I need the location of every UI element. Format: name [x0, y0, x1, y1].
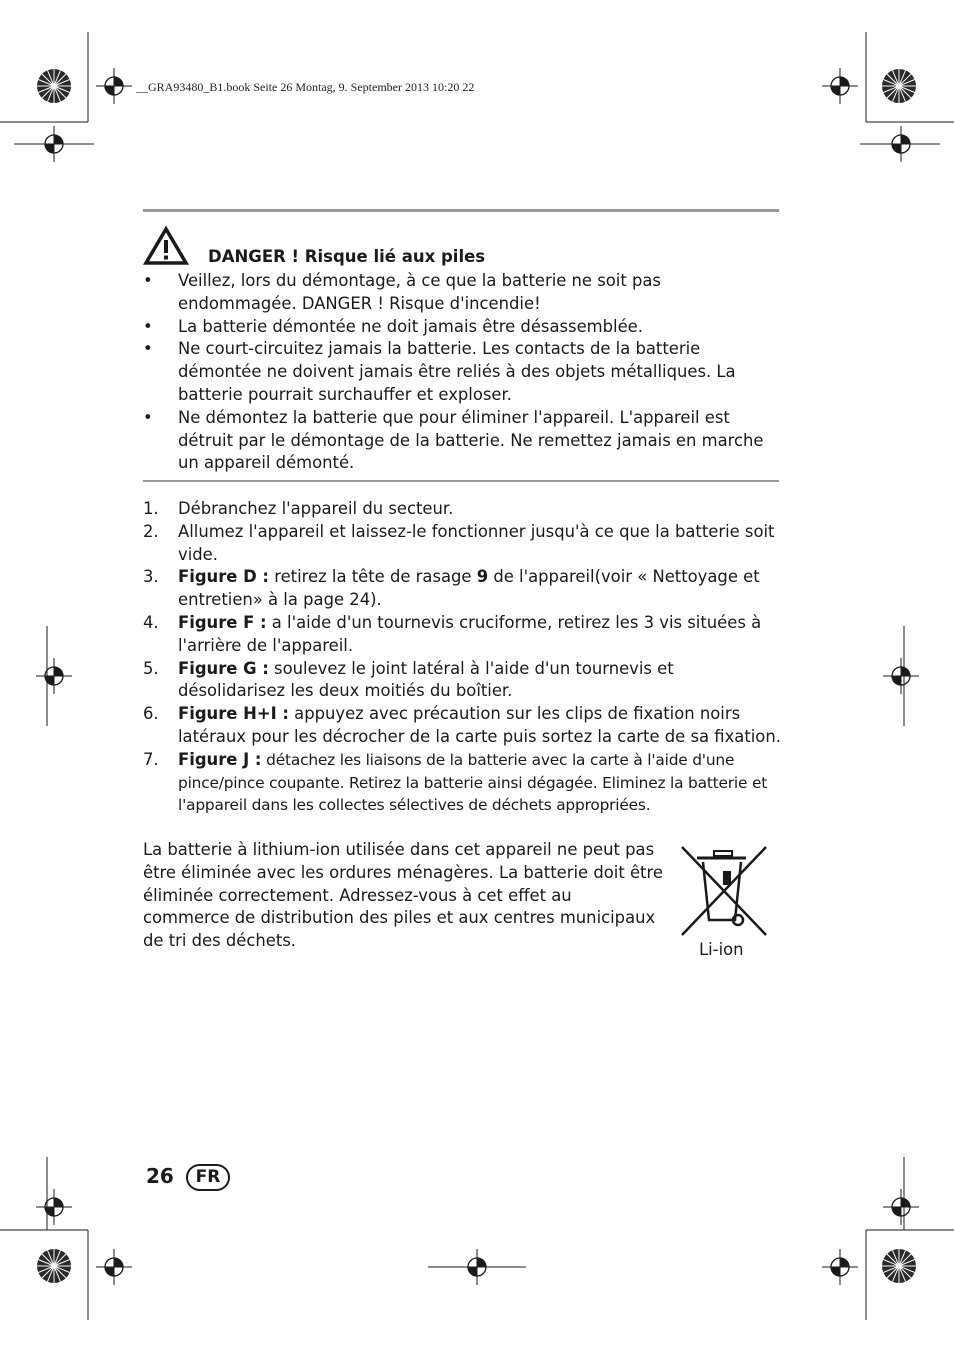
step-text: soulevez le joint latéral à l'aide d'un tournevis et désolidarisez les deux moitiés du boîtier. [178, 658, 674, 701]
step-item [143, 566, 783, 612]
top-rule [143, 209, 779, 212]
list-item-text: Ne court-circuitez jamais la batterie. Les contacts de la batterie démontée ne doivent jamais être reliés à des objets métalliques. La batterie pourrait surchauffer et exploser. [178, 339, 736, 404]
language-badge: FR [186, 1164, 230, 1191]
bullet: • [143, 271, 153, 290]
step-figure-label: Figure G : [178, 658, 269, 678]
danger-title: DANGER ! Risque lié aux piles [208, 247, 486, 266]
step-text: appuyez avec précaution sur les clips de fixation noirs latéraux pour les décrocher de la carte puis sortez la carte de sa fixation. [178, 704, 781, 746]
list-item [143, 270, 783, 316]
step-text: a l'aide d'un tournevis cruciforme, retirez les 3 vis situées à l'arrière de l'appareil. [178, 612, 762, 655]
list-item-text: Veillez, lors du démontage, à ce que la batterie ne soit pas endommagée. DANGER ! Risque d'incendie! [178, 271, 661, 313]
list-item-text: La batterie démontée ne doit jamais être désassemblée. [178, 316, 643, 336]
step-number: 7. [143, 749, 159, 769]
step-text: de l'appareil(voir « Nettoyage et entretien» à la page 24). [178, 567, 760, 610]
book-file-header: __GRA93480_B1.book Seite 26 Montag, 9. September 2013 10:20 22 [136, 80, 475, 94]
step-item [143, 749, 783, 817]
part-reference: 9 [476, 567, 489, 587]
step-item [143, 612, 783, 658]
step-number: 1. [143, 499, 159, 518]
step-number: 2. [143, 521, 159, 541]
step-text: détachez les liaisons de la batterie avec la carte à l'aide d'une pince/pince coupante. Retirez la batterie ainsi dégagée. Eliminez la batterie et l'appareil dans les collectes sélectives de déchets appropriées. [178, 750, 768, 815]
step-item [143, 703, 783, 749]
crossed-out-wheelie-bin-icon [678, 842, 770, 938]
section-rule [143, 480, 779, 482]
step-number: 3. [143, 567, 159, 587]
step-number: 6. [143, 704, 159, 724]
step-item [143, 498, 783, 521]
step-text: Débranchez l'appareil du secteur. [178, 499, 454, 518]
step-figure-label: Figure J : [178, 749, 262, 769]
step-text: Allumez l'appareil et laissez-le fonctionner jusqu'à ce que la batterie soit vide. [178, 521, 775, 564]
step-figure-label: Figure F : [178, 612, 267, 632]
step-item [143, 521, 783, 567]
bullet: • [143, 407, 153, 427]
step-item [143, 658, 783, 704]
list-item [143, 407, 783, 475]
li-ion-label: Li-ion [699, 940, 744, 959]
bullet: • [143, 339, 153, 359]
disposal-paragraph: La batterie à lithium-ion utilisée dans cet appareil ne peut pas être éliminée avec les ordures ménagères. La batterie doit être éliminée correctement. Adressez-vous à cet effet au commerce de distribution des piles et aux centres municipaux de tri des déchets. [143, 840, 663, 951]
step-number: 4. [143, 612, 159, 632]
removal-steps-list [143, 498, 783, 817]
list-item [143, 338, 783, 406]
list-item [143, 316, 783, 339]
page-number: 26 [146, 1164, 174, 1188]
step-figure-label: Figure H+I : [178, 704, 289, 724]
step-number: 5. [143, 658, 159, 678]
step-figure-label: Figure D : [178, 567, 269, 587]
bullet: • [143, 316, 153, 336]
list-item-text: Ne démontez la batterie que pour éliminer l'appareil. L'appareil est détruit par le démontage de la batterie. Ne remettez jamais en marche un appareil démonté. [178, 407, 764, 473]
danger-bullet-list [143, 270, 783, 475]
warning-triangle-icon [143, 226, 189, 266]
step-text: retirez la tête de rasage [269, 567, 477, 587]
